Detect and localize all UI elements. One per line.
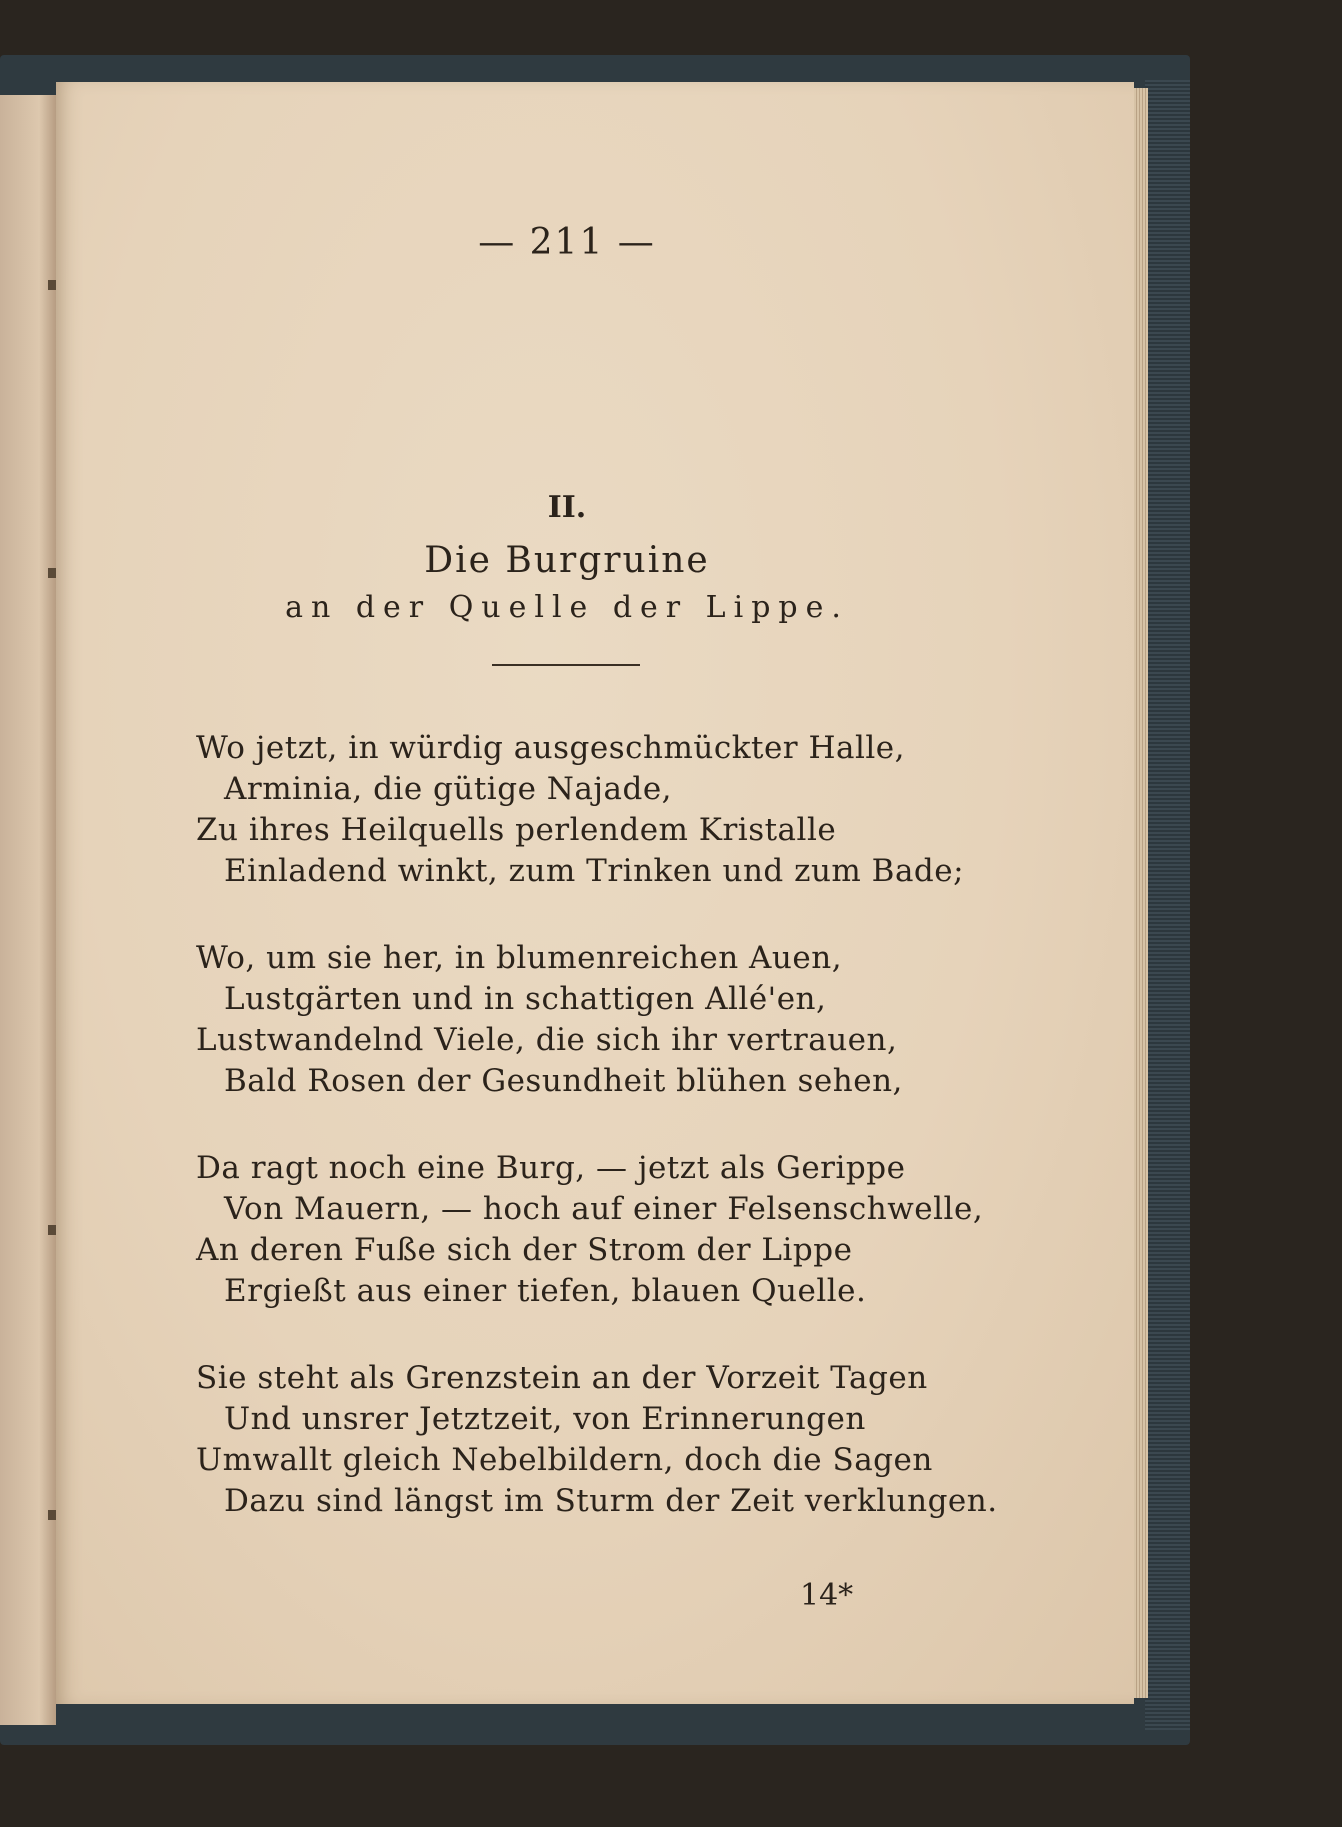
poem-line: Dazu sind längst im Sturm der Zeit verklungen. [224, 1483, 998, 1519]
poem-line: Lustgärten und in schattigen Allé'en, [224, 981, 827, 1017]
poem-line: An deren Fuße sich der Strom der Lippe [196, 1232, 853, 1268]
poem-line: Sie steht als Grenzstein an der Vorzeit Tagen [196, 1360, 928, 1396]
poem-line: Da ragt noch eine Burg, — jetzt als Gerippe [196, 1150, 906, 1186]
poem-body [196, 728, 998, 1568]
stanza [196, 728, 965, 892]
section-number: II. [547, 490, 587, 525]
stanza [196, 938, 956, 1102]
poem-line: Umwallt gleich Nebelbildern, doch die Sagen [196, 1442, 933, 1478]
poem-line: Zu ihres Heilquells perlendem Kristalle [196, 812, 837, 848]
poem-line: Einladend winkt, zum Trinken und zum Bade; [224, 853, 965, 889]
stanza [196, 1148, 984, 1312]
poem-line: Und unsrer Jetztzeit, von Erinnerungen [224, 1401, 866, 1437]
poem-line: Bald Rosen der Gesundheit blühen sehen, [224, 1063, 903, 1099]
poem-line: Wo, um sie her, in blumenreichen Auen, [196, 940, 843, 976]
poem-line: Arminia, die gütige Najade, [224, 771, 673, 807]
poem-line: Lustwandelnd Viele, die sich ihr vertrauen, [196, 1022, 898, 1058]
binding-stitch [48, 280, 56, 290]
binding-stitch [48, 1225, 56, 1235]
poem-line: Von Mauern, — hoch auf einer Felsenschwelle, [224, 1191, 984, 1227]
poem-line: Wo jetzt, in würdig ausgeschmückter Halle, [196, 730, 906, 766]
binding-stitch [48, 1510, 56, 1520]
book-spine-edge [1145, 80, 1190, 1730]
page-number-header: — 211 — [478, 222, 656, 263]
title-divider [492, 664, 640, 666]
poem-title: Die Burgruine [424, 540, 710, 581]
left-page-edge [0, 95, 56, 1725]
signature-mark: 14* [800, 1578, 854, 1613]
poem-line: Ergießt aus einer tiefen, blauen Quelle. [224, 1273, 867, 1309]
poem-subtitle: an der Quelle der Lippe. [285, 590, 849, 625]
page-stack-edge [1134, 88, 1148, 1698]
stanza [196, 1358, 998, 1522]
